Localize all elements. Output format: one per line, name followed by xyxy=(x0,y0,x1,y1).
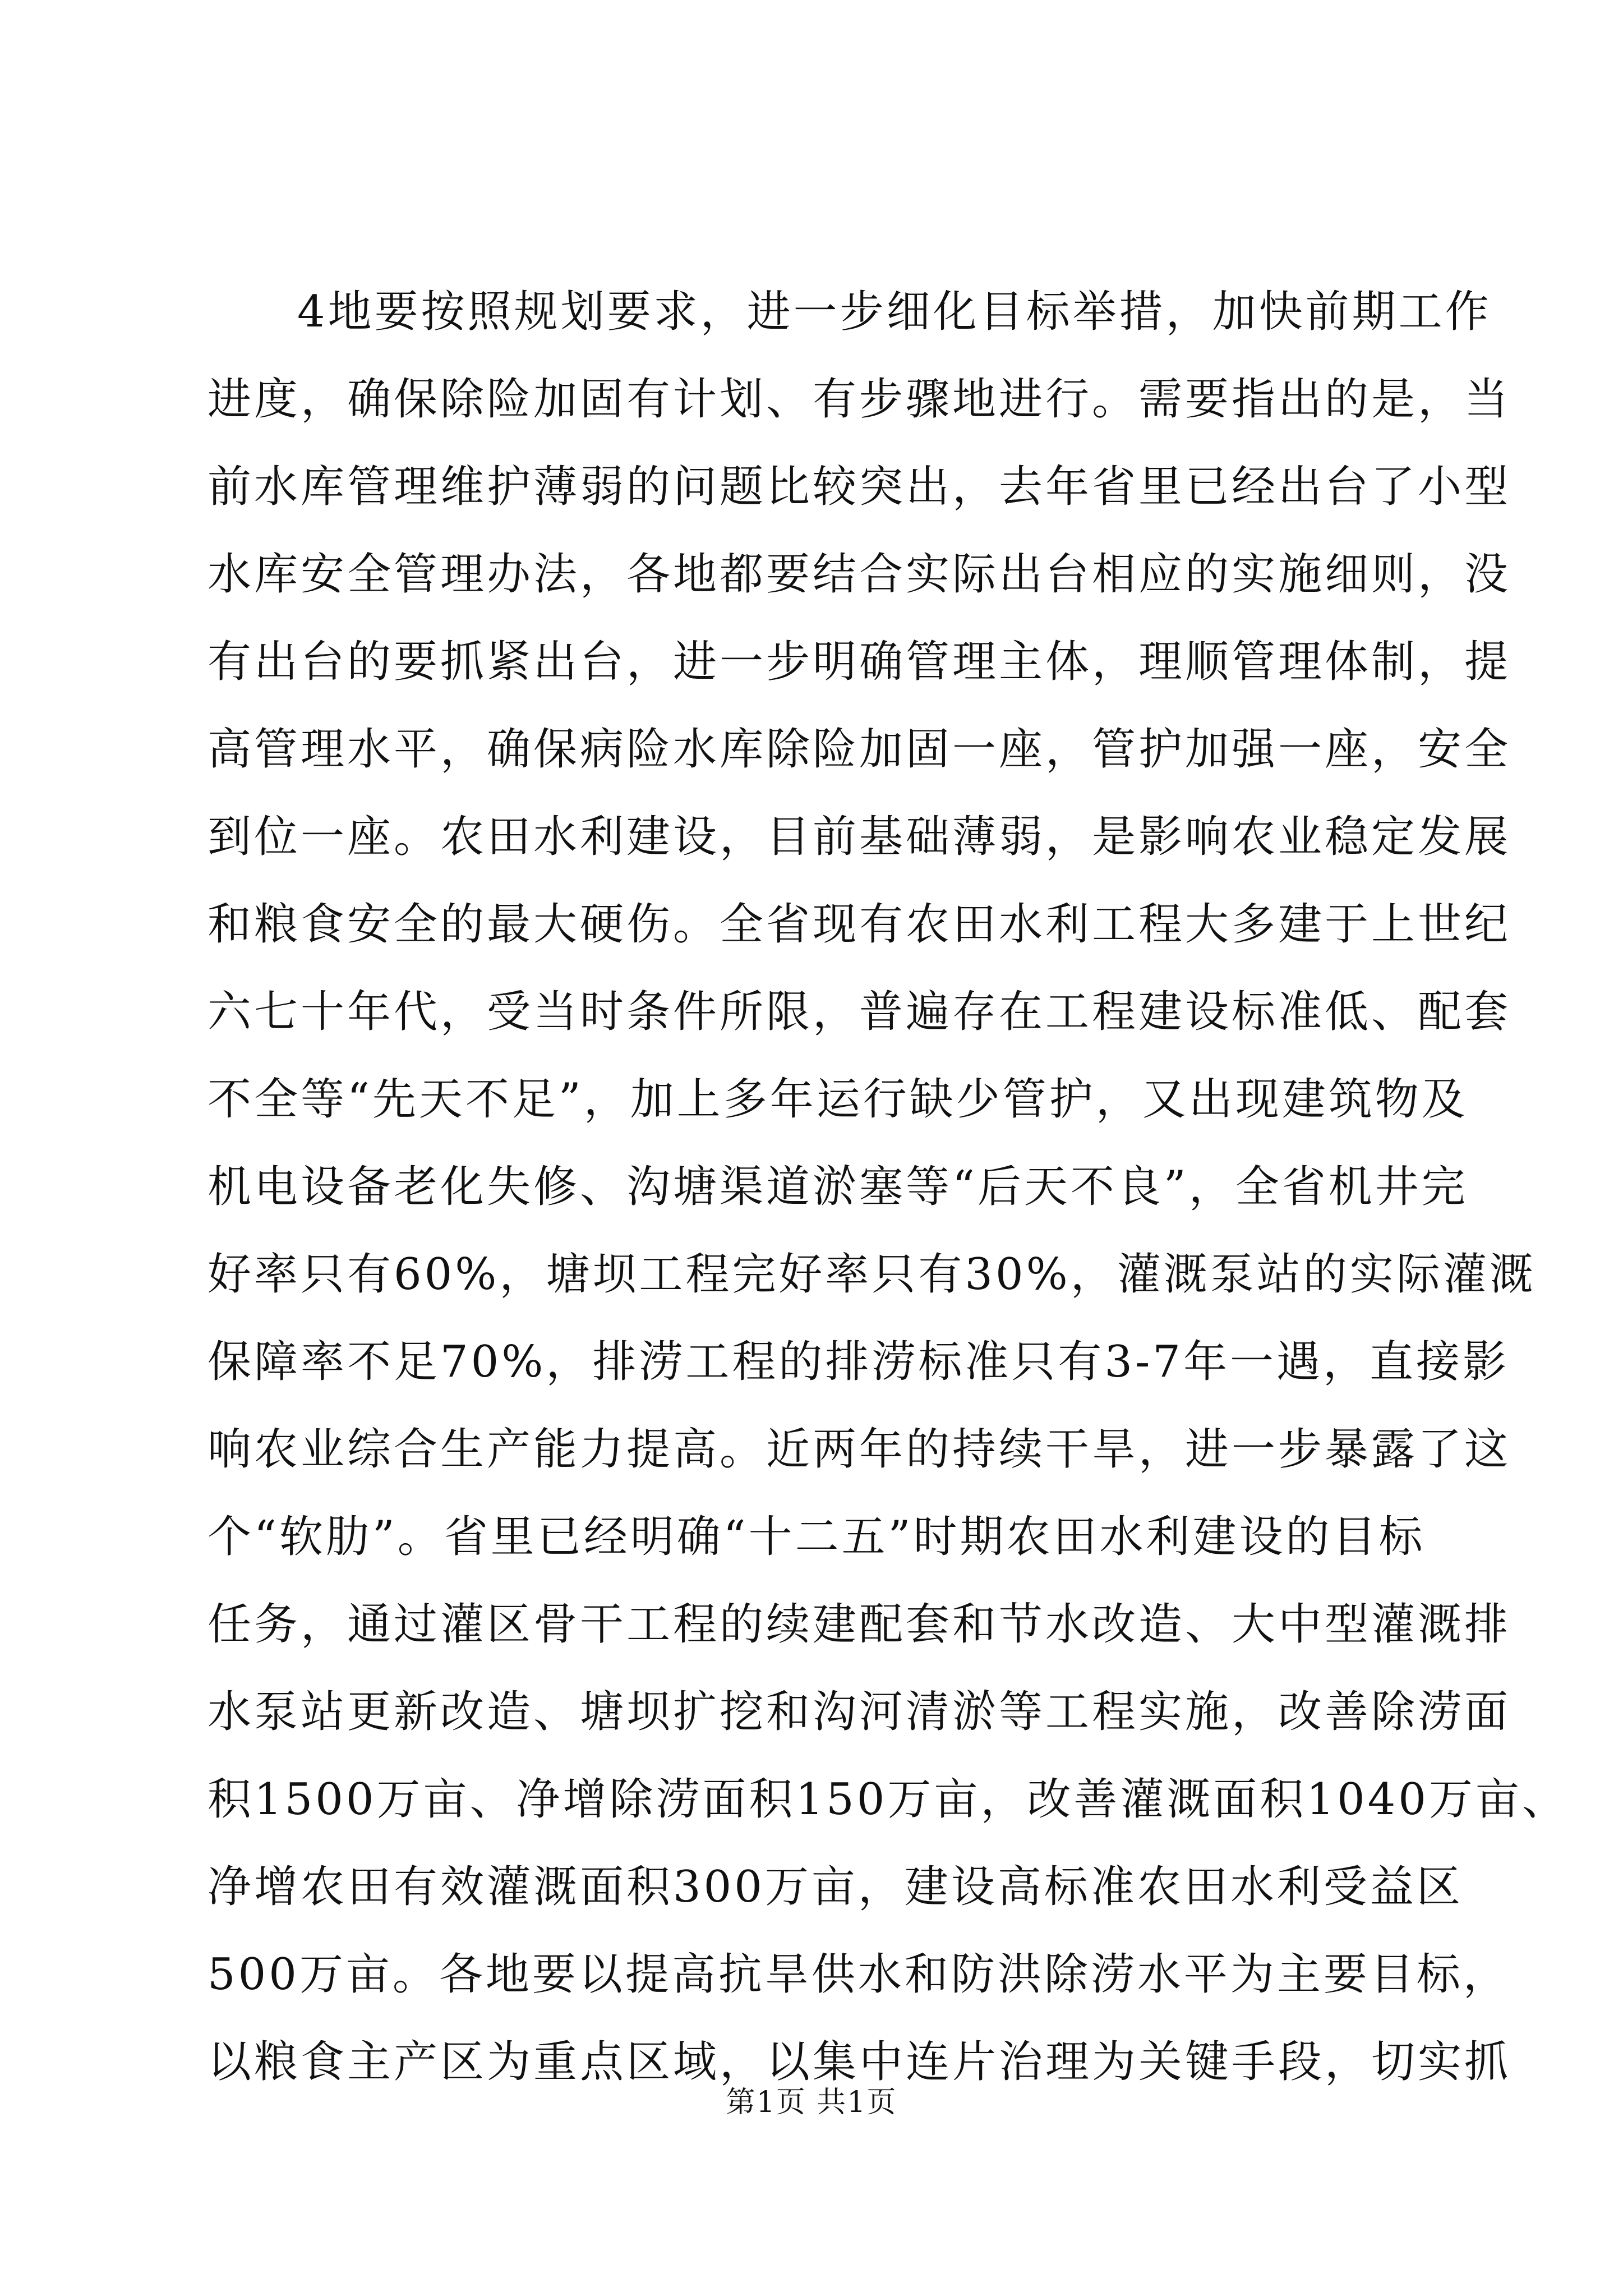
paragraph-line: 个“软肋”。省里已经明确“十二五”时期农田水利建设的目标 xyxy=(208,1512,1426,1562)
paragraph-line: 机电设备老化失修、沟塘渠道淤塞等“后天不良”，全省机井完 xyxy=(208,1162,1468,1212)
paragraph-line: 六七十年代，受当时条件所限，普遍存在工程建设标准低、配套 xyxy=(208,987,1511,1037)
paragraph-line: 以粮食主产区为重点区域，以集中连片治理为关键手段，切实抓 xyxy=(208,2037,1511,2087)
paragraph-line: 水泵站更新改造、塘坝扩挖和沟河清淤等工程实施，改善除涝面 xyxy=(208,1687,1511,1737)
paragraph-line: 到位一座。农田水利建设，目前基础薄弱，是影响农业稳定发展 xyxy=(208,812,1511,862)
body-paragraph xyxy=(208,268,1569,2106)
paragraph-line: 进度，确保除险加固有计划、有步骤地进行。需要指出的是，当 xyxy=(208,374,1511,425)
paragraph-line: 保障率不足70%，排涝工程的排涝标准只有3-7年一遇，直接影 xyxy=(208,1337,1509,1387)
paragraph-line: 水库安全管理办法，各地都要结合实际出台相应的实施细则，没 xyxy=(208,549,1511,600)
paragraph-line: 前水库管理维护薄弱的问题比较突出，去年省里已经出台了小型 xyxy=(208,462,1511,512)
paragraph-line: 积1500万亩、净增除涝面积150万亩，改善灌溉面积1040万亩、 xyxy=(208,1774,1569,1825)
paragraph-line: 好率只有60%，塘坝工程完好率只有30%，灌溉泵站的实际灌溉 xyxy=(208,1249,1536,1300)
paragraph-line: 响农业综合生产能力提高。近两年的持续干旱，进一步暴露了这 xyxy=(208,1424,1511,1475)
paragraph-line: 净增农田有效灌溉面积300万亩，建设高标准农田水利受益区 xyxy=(208,1862,1463,1912)
paragraph-line: 任务，通过灌区骨干工程的续建配套和节水改造、大中型灌溉排 xyxy=(208,1599,1511,1650)
paragraph-line: 高管理水平，确保病险水库除险加固一座，管护加强一座，安全 xyxy=(208,724,1511,775)
paragraph-line: 不全等“先天不足”，加上多年运行缺少管护，又出现建筑物及 xyxy=(208,1074,1468,1125)
page-number-text: 第1页 共1页 xyxy=(726,2086,897,2119)
paragraph-line: 500万亩。各地要以提高抗旱供水和防洪除涝水平为主要目标， xyxy=(208,1949,1510,2000)
paragraph-line: 和粮食安全的最大硬伤。全省现有农田水利工程大多建于上世纪 xyxy=(208,899,1511,950)
paragraph-line: 有出台的要抓紧出台，进一步明确管理主体，理顺管理体制，提 xyxy=(208,637,1511,687)
paragraph-line: 4地要按照规划要求，进一步细化目标举措，加快前期工作 xyxy=(297,287,1492,337)
page-footer xyxy=(0,2080,1623,2125)
